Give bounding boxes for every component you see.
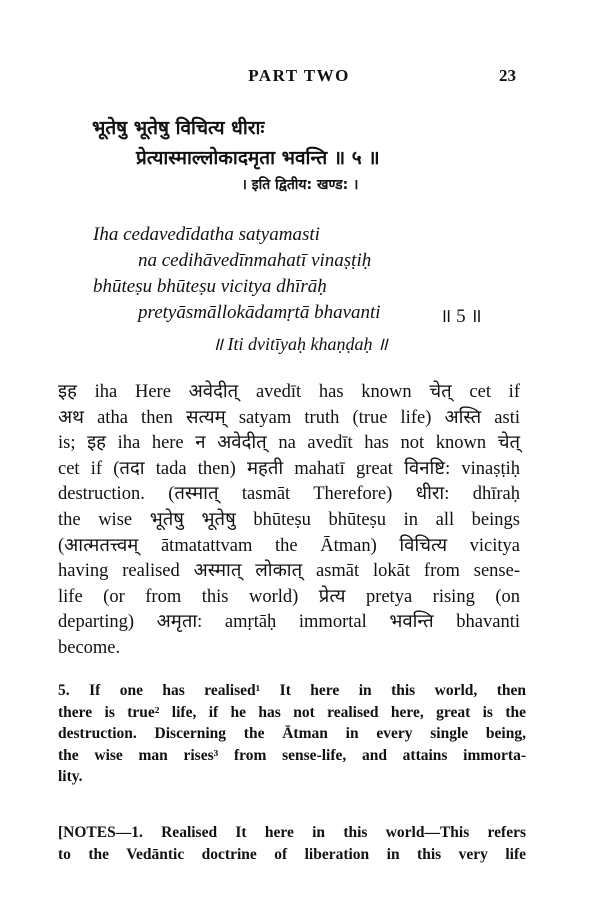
running-header	[0, 66, 600, 90]
section-colophon-transliteration: ॥ Iti dvitīyaḥ khaṇḍaḥ ॥	[212, 334, 388, 354]
notes-line: to the Vedāntic doctrine of liberation in this very life	[58, 846, 526, 863]
notes-line: [NOTES—1. Realised It here in this world—This refers	[58, 824, 526, 841]
part-title: PART TWO	[248, 66, 350, 85]
verse-transliteration-line-4: pretyāsmāllokādamṛtā bhavanti	[138, 302, 381, 323]
verse-transliteration-line-2: na cedihāvedīnmahatī vinaṣṭiḥ	[138, 250, 372, 271]
page-number: 23	[499, 66, 516, 85]
gloss-line: इह iha Here अवेदीत् avedīt has known चेत् cet if	[58, 382, 520, 402]
gloss-line: become.	[58, 637, 121, 658]
gloss-line: cet if (तदा tada then) महती mahatī great विनष्टि: vinaṣṭiḥ	[58, 458, 520, 479]
translation-line: the wise man rises³ from sense-life, and attains immorta-	[58, 746, 526, 764]
translation-line: lity.	[58, 768, 83, 785]
gloss-line: the wise भूतेषु भूतेषु bhūteṣu bhūteṣu in all beings	[58, 509, 520, 530]
verse-transliteration-line-1: Iha cedavedīdatha satyamasti	[93, 224, 320, 245]
verse-devanagari-line-1: भूतेषु भूतेषु विचित्य धीराः	[92, 117, 265, 139]
verse-devanagari-line-2: प्रेत्यास्माल्लोकादमृता भवन्ति ॥ ५ ॥	[136, 147, 380, 169]
gloss-line: (आत्मतत्त्वम् ātmatattvam the Ātman) विचित्य vicitya	[58, 535, 520, 556]
gloss-line: life (or from this world) प्रेत्य pretya rising (on	[58, 586, 520, 607]
section-colophon-devanagari: । इति द्वितीय: खण्ड: ।	[241, 177, 359, 193]
notes-section	[58, 822, 526, 866]
gloss-line: having realised अस्मात् लोकात् asmāt lokāt from sense-	[58, 561, 520, 582]
gloss-line: अथ atha then सत्यम् satyam truth (true life) अस्ति asti	[58, 407, 520, 428]
verse-translation	[58, 680, 526, 788]
translation-line: 5. If one has realised¹ It here in this world, then	[58, 682, 526, 699]
translation-line: destruction. Discerning the Ātman in every single being,	[58, 725, 526, 742]
gloss-line: destruction. (तस्मात् tasmāt Therefore) धीरा: dhīraḥ	[58, 484, 520, 505]
translation-line: there is true² life, if he has not realised here, great is the	[58, 703, 526, 721]
gloss-line: is; इह iha here न अवेदीत् na avedīt has not known चेत्	[58, 433, 520, 454]
verse-transliteration-line-3: bhūteṣu bhūteṣu vicitya dhīrāḥ	[93, 276, 327, 297]
word-by-word-gloss	[58, 380, 520, 662]
verse-number: ॥ 5 ॥	[440, 306, 482, 327]
gloss-line: departing) अमृता: amṛtāḥ immortal भवन्ति bhavanti	[58, 612, 520, 633]
